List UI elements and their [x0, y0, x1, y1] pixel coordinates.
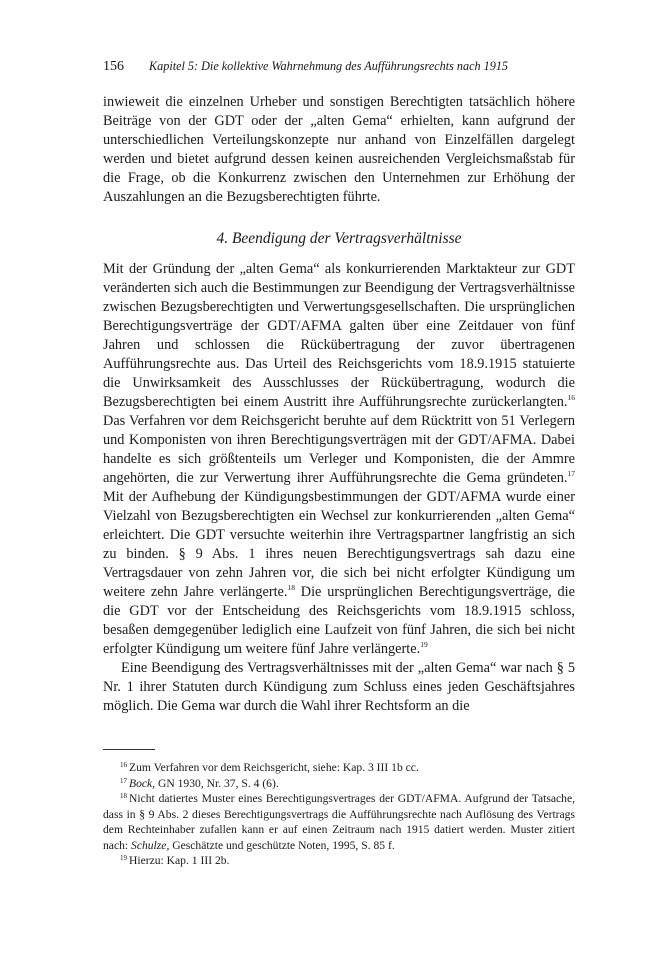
footnote-17 [103, 776, 575, 792]
page-number: 156 [103, 59, 124, 74]
footnote-text: Nicht datiertes Muster eines Berechtigungsvertrages der GDT/AFMA. Aufgrund der Tatsache, dass in § 9 Abs. 2 dieses Berechtigungsvertrags die Aufführungsrechte nach Auflösung des Vertrags dem Rechteinhaber zufallen kann er auf einen Zeitraum nach 1915 datiert werden. Muster zitiert nach: [103, 792, 575, 852]
paragraph-text: Mit der Gründung der „alten Gema“ als konkurrierenden Marktakteur zur GDT veränderten sich auch die Bestimmungen zur Beendigung der Vertragsverhältnisse zwischen Bezugsberechtigten und Verwertungsgesellschaften. Die ursprünglichen Berechtigungsverträge der GDT/AFMA galten über eine Zeitdauer von fünf Jahren und schlossen die Rückübertragung der zuvor übertragenen Aufführungsrechte aus. Das Urteil des Reichsgerichts vom 18.9.1915 statuierte die Unwirksamkeit des Ausschlusses der Rückübertragung, wodurch die Bezugsberechtigten bei einem Austritt ihre Aufführungsrechte zurückerlangten. [103, 261, 575, 410]
body-paragraph-2: Eine Beendigung des Vertragsverhältnisses mit der „alten Gema“ war nach § 5 Nr. 1 ihrer Statuten durch Kündigung zum Schluss eines jeden Geschäftsjahres möglich. Die Gema war durch die Wahl ihrer Rechtsform an die [103, 660, 575, 714]
footnote-number: 18 [120, 792, 127, 800]
footnote-16 [103, 760, 575, 776]
footnote-divider [103, 749, 155, 750]
footnote-ref-19[interactable]: 19 [420, 640, 428, 649]
footnote-number: 17 [120, 776, 127, 785]
paragraph-text: Die ursprünglichen Berechtigungsverträge, die die GDT vor der Entscheidung des Reichsgerichts vom 18.9.1915 schloss, besaßen demgegenüber lediglich eine Laufzeit von fünf Jahren, die sich bei nicht erfolgter Kündigung um weitere fünf Jahre verlängerte. [103, 584, 575, 657]
footnote-ref-16[interactable]: 16 [567, 393, 575, 402]
footnote-text: Hierzu: Kap. 1 III 2b. [129, 854, 230, 867]
paragraph-text: Mit der Aufhebung der Kündigungsbestimmungen der GDT/AFMA wurde einer Vielzahl von Bezugsberechtigten ein Wechsel zur konkurrierenden „alten Gema“ erleichtert. Die GDT versuchte weiterhin ihre Vertragspartner langfristig an sich zu binden. § 9 Abs. 1 ihres neuen Berechtigungsvertrags sah dazu eine Vertragsdauer von zehn Jahren vor, die sich bei nicht erfolgter Kündigung um weitere zehn Jahre verlängerte. [103, 489, 575, 600]
footnote-author: Schulze [131, 838, 167, 852]
intro-paragraph: inwieweit die einzelnen Urheber und sonstigen Berechtigten tatsächlich höhere Beiträge von der GDT oder der „alten Gema“ erhielten, kann aufgrund der unterschiedlichen Verteilungskonzepte nur anhand von Einzelfällen dargelegt werden und bietet aufgrund dessen keinen ausreichenden Vergleichsmaßstab für die Frage, ob die Konkurrenz zwischen den Unternehmen zur Erhöhung der Auszahlungen an die Bezugsberechtigten führte. [103, 94, 575, 205]
running-title: Kapitel 5: Die kollektive Wahrnehmung des Aufführungsrechts nach 1915 [149, 59, 509, 73]
footnote-number: 16 [120, 761, 127, 769]
footnote-text: , Geschätzte und geschützte Noten, 1995, S. 85 f. [166, 838, 395, 852]
footnote-text: Zum Verfahren vor dem Reichsgericht, siehe: Kap. 3 III 1b cc. [129, 761, 419, 774]
running-header [103, 58, 575, 74]
body-paragraph-1 [103, 260, 575, 659]
section-heading: 4. Beendigung der Vertragsverhältnisse [216, 230, 462, 247]
footnote-19 [103, 853, 575, 869]
footnote-ref-17[interactable]: 17 [567, 469, 575, 478]
footnote-ref-18[interactable]: 18 [287, 583, 295, 592]
paragraph-text: Das Verfahren vor dem Reichsgericht beruhte auf dem Rücktritt von 51 Verlegern und Komponisten von ihren Berechtigungsverträgen mit der GDT/AFMA. Dabei handelte es sich größtenteils um Verleger und Komponisten, die der Ammre angehörten, die zur Verwertung ihrer Aufführungsrechte die Gema gründeten. [103, 413, 575, 486]
footnote-author: Bock, [129, 776, 156, 790]
footnote-number: 19 [120, 854, 127, 862]
book-page [103, 58, 575, 869]
footnote-text: GN 1930, Nr. 37, S. 4 (6). [155, 776, 279, 790]
footnote-18 [103, 791, 575, 853]
